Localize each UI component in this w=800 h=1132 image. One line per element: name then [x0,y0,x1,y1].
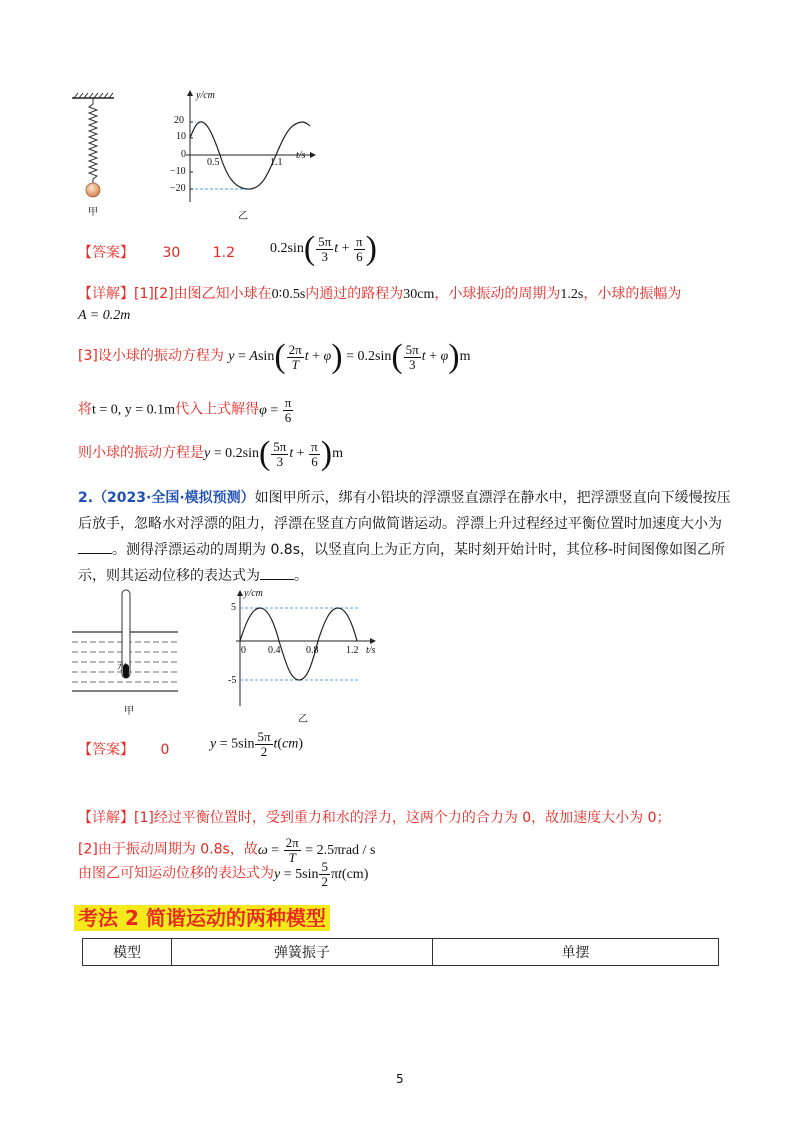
fig1-y-tick: −10 [170,166,186,177]
q1-step4: 将t = 0, y = 0.1m代入上式解得φ = $\frac{\pi}{6}$ [78,395,292,425]
q1-step3: [3]设小球的振动方程为 y = Asin( $\frac{2\pi}{T}$ t + φ) = 0.2sin( $\frac{5\pi}{3}$ t + φ)m [78,338,471,375]
fig1-y-tick: 20 [174,115,184,126]
fig1-x-axis-label: t/s [296,150,306,161]
fig2-x-axis-label: t/s [366,645,376,656]
sine-curve-2 [240,608,357,680]
q2-source: （2023·全国·模拟预测） [93,490,255,506]
model-table [82,938,719,966]
answer-label: 【答案】 [78,742,134,758]
ceiling-hatch [72,93,114,98]
fig1-label-right: 乙 [238,211,248,222]
page-number: 5 [396,1072,404,1086]
q1-step5: 则小球的振动方程是y = 0.2sin( $\frac{5\pi}{3}$ t + $\frac{\pi}{6}$ )m [78,435,343,472]
q1-detail-line1: 【详解】[1][2]由图乙知小球在0∶0.5s内通过的路程为30cm，小球振动的周期为1.2s，小球的振幅为 [78,286,682,302]
fig2-x-tick: 0 [241,645,246,656]
fig1-x-tick: 1.1 [270,157,283,168]
section-title: 考法 2 简谐运动的两种模型 [74,905,330,931]
fig1-y-axis-label: y/cm [196,90,215,101]
fig2-y-tick: -5 [228,675,237,686]
q1-answer-row [78,243,235,263]
figure-2 [70,586,390,726]
q2-detail-3: 由图乙可知运动位移的表达式为y = 5sin $\frac{5}{2}$ πt(cm) [78,859,369,889]
fig1-y-tick: 10 [176,131,186,142]
spring [89,98,97,184]
q2-answer-2: y = 5sin $\frac{5\pi}{2}$ t(cm) [210,729,304,759]
graph-1 [186,90,316,202]
table-header-cell: 模型 [83,939,172,966]
fig2-label-right: 乙 [298,714,308,725]
answer-blank [78,539,112,554]
q2-stem: 2.（2023·全国·模拟预测）如图甲所示，绑有小铅块的浮漂竖直漂浮在静水中，把浮漂竖直向下缓慢按压 后放手，忽略水对浮漂的阻力，浮漂在竖直方向做简谐运动。浮漂上升过程经过平衡位置时加速度大小为 。测得浮漂运动的周期为 0.8s，以竖直向上为正方向，某时刻开始计时，其位移-时间图像如图乙所 示，则其运动位移的表达式为 。 [78,490,731,584]
answer-label: 【答案】 [78,245,134,261]
fig2-y-axis-label: y/cm [244,588,263,599]
fig1-x-tick: 0.5 [207,157,220,168]
detail-label: 【详解】 [78,286,134,302]
fig2-label-left: 甲 [124,706,134,717]
q2-answer-row [78,740,169,760]
q1-answer-3: 0.2sin( $\frac{5\pi}{3}$ t + $\frac{\pi}{6}$ ) [270,230,377,267]
q2-detail-1: 【详解】[1]经过平衡位置时，受到重力和水的浮力，这两个力的合力为 0，故加速度大小为 0； [78,810,671,826]
fig2-x-tick: 0.4 [268,645,281,656]
ball [86,183,100,197]
q1-amplitude: A = 0.2m [78,308,131,323]
table-header-cell: 弹簧振子 [172,939,433,966]
fig2-x-tick: 1.2 [346,645,359,656]
fig1-y-tick: −20 [170,183,186,194]
fig1-y-tick: 0 [181,149,186,160]
fig1-label-left: 甲 [88,207,98,218]
fig2-x-tick: 0.8 [306,645,319,656]
detail-label: 【详解】 [78,810,134,826]
section-heading [74,902,330,931]
table-header-row [83,939,719,966]
answer-blank [260,565,294,580]
answer-2: 1.2 [212,245,235,261]
answer-1: 0 [160,742,170,758]
table-header-cell: 单摆 [433,939,719,966]
water-label: 水 [117,662,127,673]
figure-1 [60,88,320,218]
answer-1: 30 [162,245,181,261]
q2-detail-2: [2]由于振动周期为 0.8s，故ω = $\frac{2\pi}{T}$ = 2.5πrad / s [78,835,376,865]
fig2-y-tick: 5 [231,602,236,613]
